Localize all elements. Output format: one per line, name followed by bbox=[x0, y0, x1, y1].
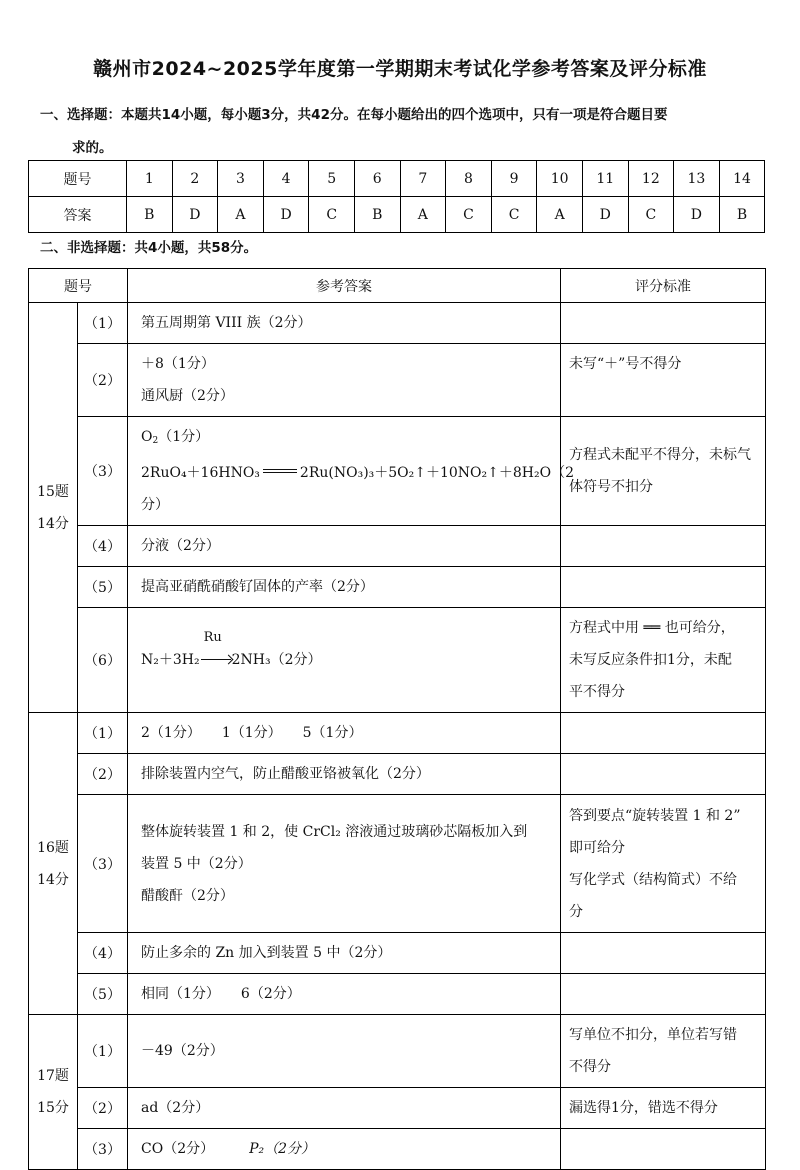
standard-cell bbox=[561, 974, 766, 1015]
answer-cell bbox=[128, 795, 561, 933]
answer-cell: 排除装置内空气，防止醋酸亚铬被氧化（2分） bbox=[128, 754, 561, 795]
answer-text: CO（2分） bbox=[141, 1141, 208, 1157]
table-row bbox=[29, 344, 766, 417]
part-number: （1） bbox=[78, 713, 128, 754]
table-row bbox=[29, 713, 766, 754]
table-row bbox=[29, 526, 766, 567]
section1-line1: 一、选择题：本题共14小题，每小题3分，共42分。在每小题给出的四个选项中，只有一项是符合题目要 bbox=[40, 107, 668, 123]
part-number: （3） bbox=[78, 795, 128, 933]
question-number: 8 bbox=[446, 161, 492, 197]
answer-letter: D bbox=[674, 197, 720, 233]
question-number: 1 bbox=[127, 161, 173, 197]
q15-number: 15题 bbox=[37, 483, 69, 500]
table-row bbox=[29, 754, 766, 795]
part-number: （2） bbox=[78, 754, 128, 795]
standard-cell bbox=[561, 608, 766, 713]
answer-cell: －49（2分） bbox=[128, 1015, 561, 1088]
question-number: 10 bbox=[537, 161, 583, 197]
answer-text: P₂（2分） bbox=[249, 1141, 316, 1157]
answer-letter: D bbox=[582, 197, 628, 233]
equation-right: 2Ru(NO₃)₃＋5O₂↑＋10NO₂↑＋8H₂O（2 bbox=[299, 465, 574, 481]
part-number: （5） bbox=[78, 567, 128, 608]
part-number: （1） bbox=[78, 1015, 128, 1088]
standard-line: 方程式中用 ══ 也可给分， bbox=[569, 620, 735, 636]
answer-row bbox=[29, 197, 765, 233]
header-question: 题号 bbox=[29, 269, 128, 303]
question-number: 12 bbox=[628, 161, 674, 197]
standard-cell bbox=[561, 795, 766, 933]
question-number: 4 bbox=[263, 161, 309, 197]
question-number: 2 bbox=[172, 161, 218, 197]
answer-line: 整体旋转装置 1 和 2，使 CrCl₂ 溶液通过玻璃砂芯隔板加入到 bbox=[141, 823, 528, 840]
question-number: 7 bbox=[400, 161, 446, 197]
table-row bbox=[29, 417, 766, 526]
answer-letter: D bbox=[172, 197, 218, 233]
equals-sign bbox=[263, 469, 297, 473]
section1-line2: 求的。 bbox=[72, 140, 113, 156]
standard-cell bbox=[561, 754, 766, 795]
part-number: （2） bbox=[78, 1088, 128, 1129]
equation-left: N₂＋3H₂ bbox=[141, 652, 200, 668]
section1-heading bbox=[40, 99, 760, 165]
answer-line: 分） bbox=[141, 497, 169, 513]
header-standard: 评分标准 bbox=[561, 269, 766, 303]
answer-cell: 2（1分） 1（1分） 5（1分） bbox=[128, 713, 561, 754]
catalyst-arrow bbox=[200, 630, 232, 676]
part-number: （2） bbox=[78, 344, 128, 417]
part-number: （4） bbox=[78, 933, 128, 974]
standard-cell bbox=[561, 303, 766, 344]
answer-letter: C bbox=[628, 197, 674, 233]
standard-line: 即可给分 bbox=[569, 839, 625, 856]
standard-line: 写化学式（结构简式）不给 bbox=[569, 871, 737, 888]
q17-number: 17题 bbox=[37, 1068, 69, 1084]
equation-left: 2RuO₄＋16HNO₃ bbox=[141, 465, 260, 481]
table-row bbox=[29, 795, 766, 933]
part-number: （1） bbox=[78, 303, 128, 344]
table-row bbox=[29, 974, 766, 1015]
section2-heading: 二、非选择题：共4小题，共58分。 bbox=[40, 240, 258, 256]
table-row bbox=[29, 303, 766, 344]
free-response-table bbox=[28, 268, 766, 1170]
answer-line: $O_2(1$分） bbox=[141, 429, 210, 446]
answer-letter: B bbox=[127, 197, 173, 233]
answer-letter: C bbox=[309, 197, 355, 233]
standard-line: 答到要点“旋转装置 1 和 2” bbox=[569, 807, 741, 824]
answer-letter: B bbox=[354, 197, 400, 233]
standard-cell: 方程式未配平不得分，未标气体符号不扣分 bbox=[561, 417, 766, 526]
answer-text: （1分） bbox=[158, 429, 210, 445]
table-row bbox=[29, 608, 766, 713]
q15-label bbox=[29, 303, 78, 713]
choice-answer-table bbox=[28, 160, 765, 233]
standard-cell bbox=[561, 526, 766, 567]
header-answer: 参考答案 bbox=[128, 269, 561, 303]
header-row bbox=[29, 269, 766, 303]
answer-cell: 提高亚硝酰硝酸钌固体的产率（2分） bbox=[128, 567, 561, 608]
question-number: 9 bbox=[491, 161, 537, 197]
table-row bbox=[29, 567, 766, 608]
answer-letter: A bbox=[400, 197, 446, 233]
table-row bbox=[29, 1129, 766, 1170]
q16-number: 16题 bbox=[37, 839, 69, 856]
answer-letter: D bbox=[263, 197, 309, 233]
q17-score: 15分 bbox=[37, 1100, 69, 1116]
question-number: 3 bbox=[218, 161, 264, 197]
standard-cell bbox=[561, 713, 766, 754]
table-row bbox=[29, 1088, 766, 1129]
standard-line: 分 bbox=[569, 903, 583, 920]
standard-cell bbox=[561, 1129, 766, 1170]
standard-line: 未写反应条件扣1分，未配 bbox=[569, 652, 732, 668]
question-number: 13 bbox=[674, 161, 720, 197]
standard-line: 平不得分 bbox=[569, 684, 625, 700]
answer-line: ＋8（1分） bbox=[141, 356, 215, 372]
standard-line: 写单位不扣分，单位若写错 bbox=[569, 1027, 737, 1043]
question-number: 6 bbox=[354, 161, 400, 197]
answer-line: 醋酸酐（2分） bbox=[141, 887, 234, 904]
part-number: （3） bbox=[78, 1129, 128, 1170]
question-number: 14 bbox=[719, 161, 765, 197]
q16-score: 14分 bbox=[37, 871, 69, 888]
answer-line: 通风厨（2分） bbox=[141, 388, 234, 404]
answer-cell bbox=[128, 1129, 561, 1170]
row-label-question: 题号 bbox=[29, 161, 127, 197]
answer-letter: A bbox=[537, 197, 583, 233]
catalyst-label: Ru bbox=[203, 630, 222, 645]
table-row bbox=[29, 1015, 766, 1088]
answer-cell bbox=[128, 608, 561, 713]
answer-cell: ad（2分） bbox=[128, 1088, 561, 1129]
q17-label bbox=[29, 1015, 78, 1170]
answer-letter: C bbox=[491, 197, 537, 233]
question-number: 5 bbox=[309, 161, 355, 197]
answer-cell: 第五周期第 VIII 族（2分） bbox=[128, 303, 561, 344]
standard-cell: 漏选得1分，错选不得分 bbox=[561, 1088, 766, 1129]
standard-cell bbox=[561, 1015, 766, 1088]
standard-line: 不得分 bbox=[569, 1059, 611, 1075]
question-number-row bbox=[29, 161, 765, 197]
q16-label bbox=[29, 713, 78, 1015]
standard-cell bbox=[561, 933, 766, 974]
part-number: （5） bbox=[78, 974, 128, 1015]
answer-letter: B bbox=[719, 197, 765, 233]
arrow-icon bbox=[201, 659, 231, 660]
answer-letter: A bbox=[218, 197, 264, 233]
answer-cell bbox=[128, 344, 561, 417]
answer-cell: 相同（1分） 6（2分） bbox=[128, 974, 561, 1015]
answer-cell bbox=[128, 417, 574, 526]
answer-letter: C bbox=[446, 197, 492, 233]
answer-line: 装置 5 中（2分） bbox=[141, 855, 252, 872]
table-row bbox=[29, 933, 766, 974]
part-number: （6） bbox=[78, 608, 128, 713]
standard-cell bbox=[561, 567, 766, 608]
answer-cell: 防止多余的 Zn 加入到装置 5 中（2分） bbox=[128, 933, 561, 974]
question-number: 11 bbox=[582, 161, 628, 197]
answer-cell: 分液（2分） bbox=[128, 526, 561, 567]
part-number: （3） bbox=[78, 417, 128, 526]
row-label-answer: 答案 bbox=[29, 197, 127, 233]
standard-cell: 未写“＋”号不得分 bbox=[561, 344, 766, 417]
q15-score: 14分 bbox=[37, 515, 69, 532]
equation-right: 2NH₃（2分） bbox=[231, 652, 322, 668]
equation-line bbox=[141, 457, 574, 489]
page-title: 赣州市2024~2025学年度第一学期期末考试化学参考答案及评分标准 bbox=[93, 58, 707, 80]
part-number: （4） bbox=[78, 526, 128, 567]
